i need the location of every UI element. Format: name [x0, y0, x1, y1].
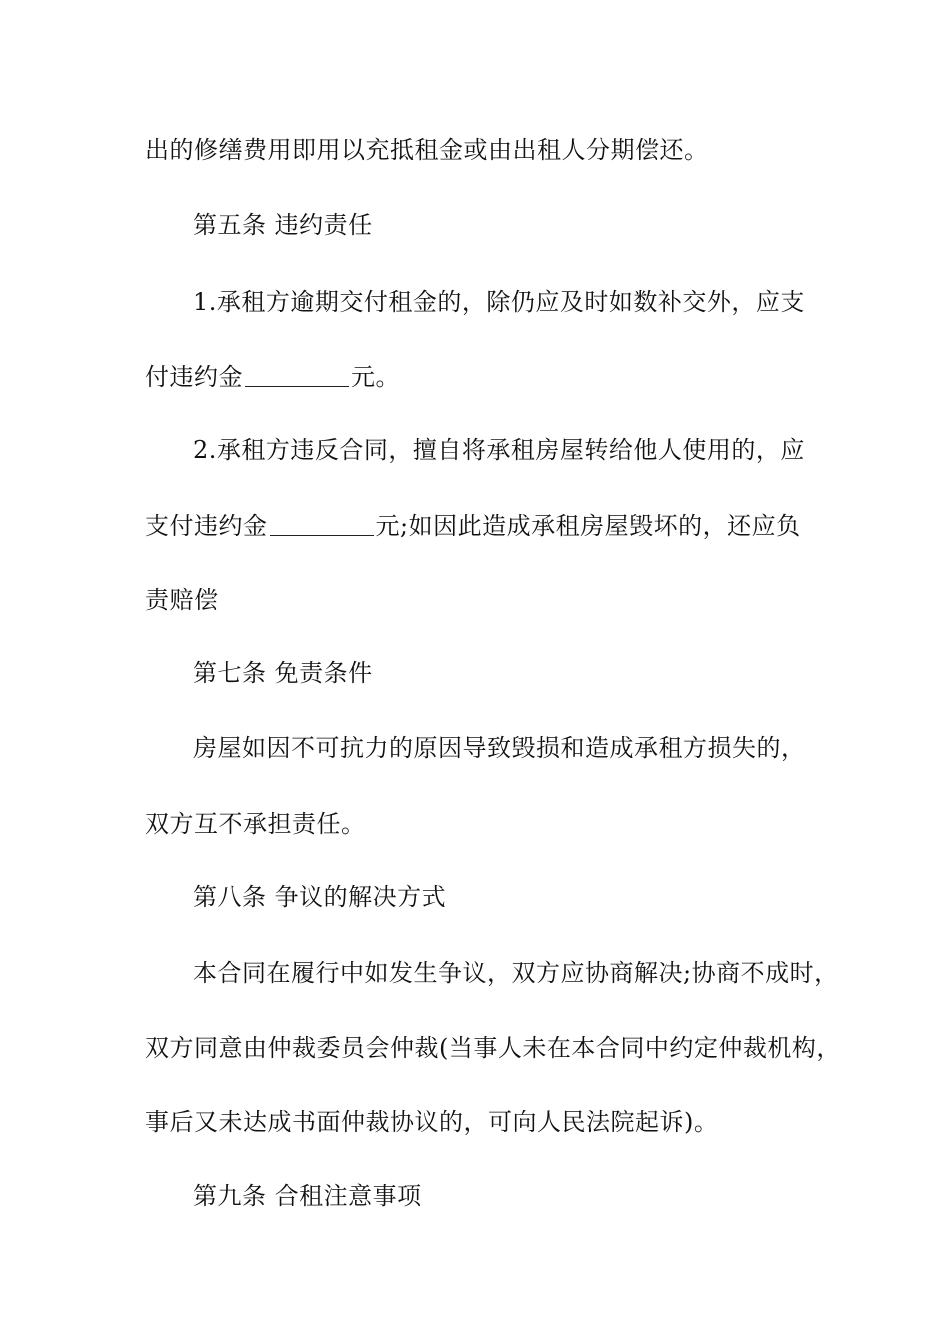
paragraph-line: [145, 506, 845, 546]
text-segment: 元。: [351, 363, 400, 391]
paragraph-line: 1.承租方逾期交付租金的，除仍应及时如数补交外，应支: [193, 288, 805, 316]
paragraph-line: 出的修缮费用即用以充抵租金或由出租人分期偿还。: [145, 136, 709, 164]
paragraph-line: 双方同意由仲裁委员会仲裁(当事人未在本合同中约定仲裁机构，: [145, 1034, 841, 1062]
text-segment: 支付违约金: [145, 512, 268, 540]
paragraph-line: 2.承租方违反合同，擅自将承租房屋转给他人使用的，应: [193, 436, 805, 464]
text-segment: 元;如因此造成承租房屋毁坏的，还应负: [375, 512, 801, 540]
article-heading: 第五条 违约责任: [193, 211, 373, 239]
paragraph-line: 事后又未达成书面仲裁协议的，可向人民法院起诉)。: [145, 1108, 719, 1136]
paragraph-line: 双方互不承担责任。: [145, 810, 366, 838]
fill-in-blank: [270, 511, 374, 536]
article-heading: 第七条 免责条件: [193, 659, 373, 687]
text-segment: 付违约金: [145, 363, 243, 391]
paragraph-line: 房屋如因不可抗力的原因导致毁损和造成承租方损失的，: [193, 734, 806, 762]
paragraph-line: [145, 357, 845, 397]
article-heading: 第八条 争议的解决方式: [193, 883, 447, 911]
paragraph-line: 责赔偿: [145, 586, 219, 614]
paragraph-line: 本合同在履行中如发生争议，双方应协商解决;协商不成时，: [193, 959, 839, 987]
fill-in-blank: [245, 362, 349, 387]
article-heading: 第九条 合租注意事项: [193, 1182, 422, 1210]
